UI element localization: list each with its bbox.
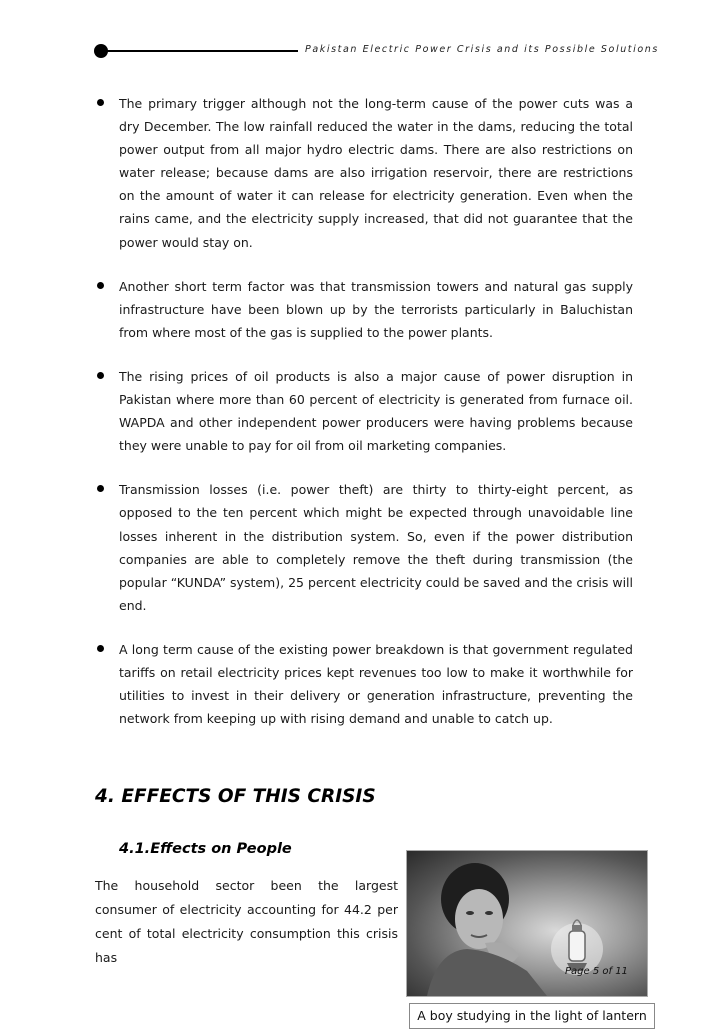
body-paragraph: The household sector been the largest consumer of electricity accounting for 44.2 per cent of total electricity consumption this crisis has <box>95 878 398 965</box>
list-item <box>95 365 633 457</box>
bullet-icon <box>97 372 104 379</box>
running-header: Pakistan Electric Power Crisis and its Possible Solutions <box>305 44 659 55</box>
bullet-icon <box>97 645 104 652</box>
header-rule <box>104 50 298 52</box>
bullet-list <box>95 92 633 751</box>
bullet-text: Transmission losses (i.e. power theft) are thirty to thirty-eight percent, as opposed to the ten percent which might be expected through unavoidable line losses inherent in the distribution system. So, even if the power distribution companies are able to completely remove the theft during transmission (the popular “KUNDA” system), 25 percent electricity could be saved and the crisis will end. <box>119 482 633 613</box>
bullet-icon <box>97 282 104 289</box>
bullet-text: The rising prices of oil products is also a major cause of power disruption in Pakistan where more than 60 percent of electricity is generated from furnace oil. WAPDA and other independent power producers were having problems because they were unable to pay for oil from oil marketing companies. <box>119 368 633 454</box>
section-heading: 4. EFFECTS OF THIS CRISIS <box>95 786 376 807</box>
page-number: Page 5 of 11 <box>565 966 628 977</box>
subsection-heading: 4.1.Effects on People <box>119 841 292 857</box>
list-item <box>95 638 633 730</box>
bullet-icon <box>97 485 104 492</box>
list-item <box>95 478 633 617</box>
bullet-text: A long term cause of the existing power breakdown is that government regulated tariffs on retail electricity prices kept revenues too low to make it worthwhile for utilities to invest in their delivery or generation infrastructure, preventing the network from keeping up with rising demand and unable to catch up. <box>119 641 633 727</box>
list-item <box>95 92 633 254</box>
bullet-text: Another short term factor was that transmission towers and natural gas supply infrastructure have been blown up by the terrorists particularly in Baluchistan from where most of the gas is supplied to the power plants. <box>119 278 633 340</box>
bullet-text: The primary trigger although not the long-term cause of the power cuts was a dry December. The low rainfall reduced the water in the dams, reducing the total power output from all major hydro electric dams. There are also restrictions on water release; because dams are also irrigation reservoir, there are restrictions on the amount of water it can release for electricity generation. Even when the rains came, and the electricity supply increased, that did not guarantee that the power would stay on. <box>119 96 633 250</box>
figure-caption: A boy studying in the light of lantern <box>409 1003 655 1029</box>
bullet-icon <box>97 99 104 106</box>
list-item <box>95 275 633 344</box>
